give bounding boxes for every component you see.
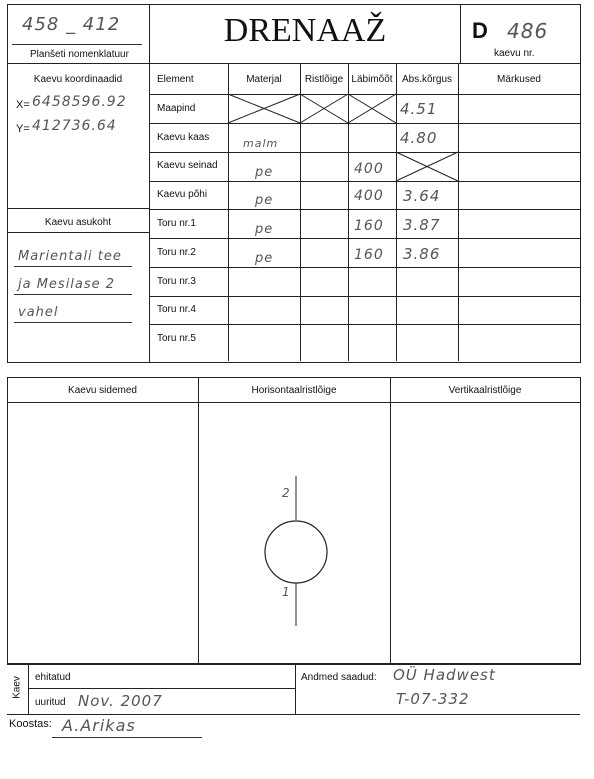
- section-title-connections: Kaevu sidemed: [68, 385, 137, 396]
- row-height: 3.64: [403, 187, 441, 205]
- compiler-label: Koostas:: [9, 718, 52, 730]
- sheet-label: Planšeti nomenklatuur: [30, 49, 129, 60]
- row-material: pe: [255, 193, 274, 208]
- row-element: Kaevu kaas: [157, 132, 210, 143]
- row-diameter: 400: [354, 188, 384, 204]
- row-element: Kaevu põhi: [157, 189, 208, 200]
- col-header-diameter: Läbimõõt: [351, 74, 393, 85]
- location-line-2: ja Mesilase 2: [18, 277, 116, 292]
- surveyed-label: uuritud: [35, 697, 66, 708]
- col-header-height: Abs.kõrgus: [401, 74, 453, 85]
- well-label: kaevu nr.: [494, 48, 535, 59]
- kaev-label: Kaev: [11, 676, 23, 699]
- row-element: Toru nr.3: [157, 276, 196, 287]
- row-diameter: 160: [354, 218, 384, 234]
- y-label: Y=: [16, 123, 30, 135]
- coords-title: Kaevu koordinaadid: [33, 74, 123, 85]
- row-material: pe: [255, 251, 274, 266]
- row-element: Maapind: [157, 103, 196, 114]
- pipe-label-bottom: 1: [282, 585, 291, 599]
- row-height: 3.87: [403, 216, 441, 234]
- x-label: X=: [16, 99, 30, 111]
- row-material: pe: [255, 165, 274, 180]
- sheet-number: 458 _ 412: [22, 14, 121, 35]
- built-label: ehitatud: [35, 672, 71, 683]
- row-element: Kaevu seinad: [157, 160, 218, 171]
- row-element: Toru nr.2: [157, 247, 196, 258]
- col-header-notes: Märkused: [497, 74, 541, 85]
- data-source-label: Andmed saadud:: [301, 672, 377, 683]
- row-diameter: 400: [354, 161, 384, 177]
- row-element: Toru nr.5: [157, 333, 196, 344]
- row-height: 4.51: [400, 100, 438, 118]
- location-line-3: vahel: [18, 305, 59, 320]
- data-source-value-2: T-07-332: [396, 690, 470, 708]
- row-height: 4.80: [400, 129, 438, 147]
- location-title: Kaevu asukoht: [44, 217, 112, 228]
- data-source-value-1: OÜ Hadwest: [393, 666, 496, 684]
- col-header-section: Ristlõige: [304, 74, 344, 85]
- row-material: malm: [243, 137, 279, 150]
- row-material: pe: [255, 222, 274, 237]
- row-element: Toru nr.1: [157, 218, 196, 229]
- horizontal-section-drawing: [198, 402, 390, 663]
- y-value: 412736.64: [32, 118, 117, 134]
- page-title: DRENAAŽ: [223, 12, 387, 49]
- row-height: 3.86: [403, 245, 441, 263]
- section-title-horizontal: Horisontaalristlõige: [251, 385, 337, 396]
- compiler-value: A.Arikas: [62, 716, 136, 735]
- surveyed-value: Nov. 2007: [78, 692, 163, 710]
- section-title-vertical: Vertikaalristlõige: [448, 385, 522, 396]
- well-prefix: D: [472, 18, 488, 43]
- col-header-element: Element: [157, 74, 194, 85]
- row-element: Toru nr.4: [157, 304, 196, 315]
- col-header-material: Materjal: [246, 74, 282, 85]
- well-number: 486: [507, 19, 549, 43]
- location-line-1: Marientali tee: [18, 249, 122, 264]
- row-diameter: 160: [354, 247, 384, 263]
- pipe-label-top: 2: [282, 486, 291, 500]
- x-value: 6458596.92: [32, 94, 127, 110]
